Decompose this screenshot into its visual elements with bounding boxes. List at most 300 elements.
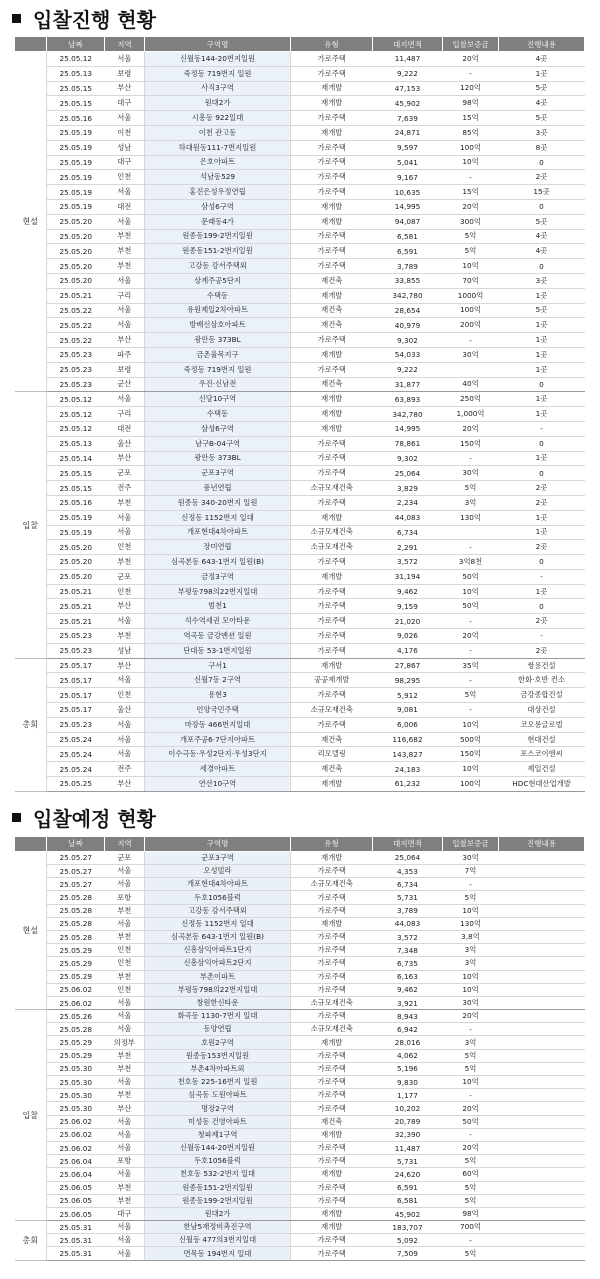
table-row bbox=[15, 569, 585, 584]
zone-name-cell: 부촌4차아파트외 bbox=[145, 1062, 291, 1075]
region-cell: 서울 bbox=[105, 1141, 145, 1154]
zone-name-cell: 언양국민주택 bbox=[145, 703, 291, 718]
region-cell: 성남 bbox=[105, 643, 145, 658]
region-cell: 부천 bbox=[105, 1181, 145, 1194]
region-cell: 대전 bbox=[105, 421, 145, 436]
type-cell: 재개발 bbox=[291, 777, 373, 792]
site-area-cell: 31,194 bbox=[373, 569, 443, 584]
progress-cell bbox=[499, 891, 585, 904]
zone-name-cell: 죽정동 719번지 일원 bbox=[145, 362, 291, 377]
table-row bbox=[15, 155, 585, 170]
zone-name-cell: 원대2가 bbox=[145, 1207, 291, 1220]
date-cell: 25.05.21 bbox=[47, 599, 105, 614]
region-cell: 울산 bbox=[105, 703, 145, 718]
region-cell: 인천 bbox=[105, 540, 145, 555]
site-area-cell: 9,302 bbox=[373, 333, 443, 348]
region-cell: 부천 bbox=[105, 244, 145, 259]
site-area-cell: 3,572 bbox=[373, 555, 443, 570]
region-cell: 서울 bbox=[105, 1076, 145, 1089]
type-cell: 소규모재건축 bbox=[291, 525, 373, 540]
table-row bbox=[15, 1023, 585, 1036]
type-cell: 재개발 bbox=[291, 392, 373, 407]
progress-cell: 3곳 bbox=[499, 125, 585, 140]
bid-deposit-cell: 20억 bbox=[443, 52, 499, 67]
site-area-cell: 143,827 bbox=[373, 747, 443, 762]
zone-name-cell: 신흥삼익아파트2단지 bbox=[145, 957, 291, 970]
table-row bbox=[15, 377, 585, 392]
date-cell: 25.05.23 bbox=[47, 629, 105, 644]
progress-cell: 1곳 bbox=[499, 510, 585, 525]
bid-deposit-cell: 10억 bbox=[443, 904, 499, 917]
date-cell: 25.05.26 bbox=[47, 1010, 105, 1023]
type-cell: 가로주택 bbox=[291, 944, 373, 957]
table-row bbox=[15, 917, 585, 930]
bid-deposit-cell: 30억 bbox=[443, 851, 499, 864]
site-area-cell: 5,731 bbox=[373, 1155, 443, 1168]
date-cell: 25.06.04 bbox=[47, 1168, 105, 1181]
bid-deposit-cell: 20억 bbox=[443, 1141, 499, 1154]
zone-name-cell: 오성빌라 bbox=[145, 865, 291, 878]
zone-name-cell: 신흥삼익아파트1단지 bbox=[145, 944, 291, 957]
bid-deposit-cell: - bbox=[443, 703, 499, 718]
column-header bbox=[15, 836, 47, 851]
table-row bbox=[15, 732, 585, 747]
type-cell: 재개발 bbox=[291, 407, 373, 422]
progress-cell bbox=[499, 1023, 585, 1036]
type-cell: 가로주택 bbox=[291, 1247, 373, 1260]
date-cell: 25.05.16 bbox=[47, 111, 105, 126]
progress-cell: 5곳 bbox=[499, 111, 585, 126]
zone-name-cell: 삼성6구역 bbox=[145, 199, 291, 214]
region-cell: 부천 bbox=[105, 495, 145, 510]
region-cell: 서울 bbox=[105, 185, 145, 200]
type-cell: 가로주택 bbox=[291, 1062, 373, 1075]
site-area-cell: 183,707 bbox=[373, 1221, 443, 1234]
date-cell: 25.05.23 bbox=[47, 347, 105, 362]
type-cell: 재개발 bbox=[291, 125, 373, 140]
type-cell: 가로주택 bbox=[291, 52, 373, 67]
bid-deposit-cell bbox=[443, 362, 499, 377]
region-cell: 부천 bbox=[105, 259, 145, 274]
site-area-cell: 9,302 bbox=[373, 451, 443, 466]
type-cell: 공공재개발 bbox=[291, 673, 373, 688]
progress-cell: 0 bbox=[499, 466, 585, 481]
date-cell: 25.05.19 bbox=[47, 140, 105, 155]
bid-deposit-cell: 250억 bbox=[443, 392, 499, 407]
table-row bbox=[15, 1194, 585, 1207]
date-cell: 25.05.29 bbox=[47, 957, 105, 970]
region-cell: 구리 bbox=[105, 407, 145, 422]
bid-deposit-cell: 98억 bbox=[443, 96, 499, 111]
table-row bbox=[15, 481, 585, 496]
progress-cell: 1곳 bbox=[499, 584, 585, 599]
zone-name-cell: 수택동 bbox=[145, 288, 291, 303]
region-cell: 구리 bbox=[105, 288, 145, 303]
bid-deposit-cell: 3억 bbox=[443, 495, 499, 510]
column-header: 유형 bbox=[291, 37, 373, 52]
type-cell: 재건축 bbox=[291, 303, 373, 318]
date-cell: 25.05.31 bbox=[47, 1247, 105, 1260]
table-row bbox=[15, 140, 585, 155]
type-cell: 가로주택 bbox=[291, 495, 373, 510]
bid-deposit-cell: - bbox=[443, 1128, 499, 1141]
zone-name-cell: 방배신삼호아파트 bbox=[145, 318, 291, 333]
region-cell: 서울 bbox=[105, 673, 145, 688]
date-cell: 25.05.29 bbox=[47, 1036, 105, 1049]
progress-cell bbox=[499, 904, 585, 917]
site-area-cell: 9,026 bbox=[373, 629, 443, 644]
column-header: 입찰보증금 bbox=[443, 37, 499, 52]
bid-deposit-cell: 85억 bbox=[443, 125, 499, 140]
zone-name-cell: 군포3구역 bbox=[145, 851, 291, 864]
table-row bbox=[15, 229, 585, 244]
date-cell: 25.05.19 bbox=[47, 199, 105, 214]
progress-cell bbox=[499, 1234, 585, 1247]
progress-cell: - bbox=[499, 629, 585, 644]
type-cell: 소규모재건축 bbox=[291, 481, 373, 496]
site-area-cell: 24,183 bbox=[373, 762, 443, 777]
type-cell: 가로주택 bbox=[291, 170, 373, 185]
table-row bbox=[15, 851, 585, 864]
bid-deposit-cell: 5억 bbox=[443, 1062, 499, 1075]
zone-name-cell: 호원2구역 bbox=[145, 1036, 291, 1049]
site-area-cell: 1,177 bbox=[373, 1089, 443, 1102]
bid-deposit-cell: 5억 bbox=[443, 481, 499, 496]
date-cell: 25.05.28 bbox=[47, 930, 105, 943]
zone-name-cell: 풍년연립 bbox=[145, 481, 291, 496]
date-cell: 25.05.13 bbox=[47, 66, 105, 81]
progress-cell: 3곳 bbox=[499, 273, 585, 288]
progress-cell: 1곳 bbox=[499, 525, 585, 540]
type-cell: 가로주택 bbox=[291, 970, 373, 983]
table-row bbox=[15, 688, 585, 703]
bid-deposit-cell: 100억 bbox=[443, 777, 499, 792]
progress-cell bbox=[499, 1221, 585, 1234]
region-cell: 서울 bbox=[105, 1023, 145, 1036]
site-area-cell: 6,734 bbox=[373, 878, 443, 891]
site-area-cell: 4,176 bbox=[373, 643, 443, 658]
bid-deposit-cell: 130억 bbox=[443, 510, 499, 525]
bid-deposit-cell: 5억 bbox=[443, 1049, 499, 1062]
site-area-cell: 25,064 bbox=[373, 466, 443, 481]
table-row bbox=[15, 525, 585, 540]
region-cell: 부천 bbox=[105, 904, 145, 917]
region-cell: 부산 bbox=[105, 81, 145, 96]
column-header bbox=[15, 37, 47, 52]
group-label: 총회 bbox=[15, 658, 47, 791]
date-cell: 25.05.31 bbox=[47, 1221, 105, 1234]
type-cell: 재건축 bbox=[291, 732, 373, 747]
progress-cell bbox=[499, 1141, 585, 1154]
type-cell: 재개발 bbox=[291, 917, 373, 930]
date-cell: 25.05.24 bbox=[47, 747, 105, 762]
table-row bbox=[15, 1181, 585, 1194]
progress-cell: 코오롱글로벌 bbox=[499, 717, 585, 732]
site-area-cell: 14,995 bbox=[373, 199, 443, 214]
progress-cell bbox=[499, 1010, 585, 1023]
bid-deposit-cell: 5억 bbox=[443, 1181, 499, 1194]
table-row bbox=[15, 1089, 585, 1102]
region-cell: 서울 bbox=[105, 732, 145, 747]
table-row bbox=[15, 1102, 585, 1115]
column-header: 날짜 bbox=[47, 836, 105, 851]
zone-name-cell: 개포현대4차아파트 bbox=[145, 525, 291, 540]
region-cell: 인천 bbox=[105, 944, 145, 957]
progress-cell bbox=[499, 983, 585, 996]
type-cell: 가로주택 bbox=[291, 244, 373, 259]
region-cell: 서울 bbox=[105, 1247, 145, 1260]
zone-name-cell: 하대원동111-7번지일원 bbox=[145, 140, 291, 155]
group-label: 현설 bbox=[15, 52, 47, 392]
table-row bbox=[15, 1128, 585, 1141]
region-cell: 인천 bbox=[105, 957, 145, 970]
date-cell: 25.05.19 bbox=[47, 525, 105, 540]
site-area-cell: 24,871 bbox=[373, 125, 443, 140]
column-header: 진행내용 bbox=[499, 836, 585, 851]
table-row bbox=[15, 1036, 585, 1049]
progress-cell: 1곳 bbox=[499, 288, 585, 303]
zone-name-cell: 연산10구역 bbox=[145, 777, 291, 792]
site-area-cell: 342,780 bbox=[373, 288, 443, 303]
date-cell: 25.06.05 bbox=[47, 1207, 105, 1220]
section-2-title-text: 입찰예정 현황 bbox=[33, 807, 156, 832]
table-header-row bbox=[15, 37, 585, 52]
table-row bbox=[15, 957, 585, 970]
type-cell: 가로주택 bbox=[291, 436, 373, 451]
bid-deposit-cell: 3,8억 bbox=[443, 930, 499, 943]
square-bullet-icon bbox=[12, 813, 21, 822]
progress-cell: 5곳 bbox=[499, 303, 585, 318]
table-row bbox=[15, 944, 585, 957]
type-cell: 가로주택 bbox=[291, 185, 373, 200]
progress-cell: 5곳 bbox=[499, 214, 585, 229]
site-area-cell: 5,912 bbox=[373, 688, 443, 703]
type-cell: 가로주택 bbox=[291, 614, 373, 629]
site-area-cell: 54,033 bbox=[373, 347, 443, 362]
bidding-schedule-table bbox=[14, 836, 585, 1261]
zone-name-cell: 원종동 340-20번지 일원 bbox=[145, 495, 291, 510]
date-cell: 25.05.14 bbox=[47, 451, 105, 466]
progress-cell: 2곳 bbox=[499, 614, 585, 629]
progress-cell bbox=[499, 970, 585, 983]
bid-deposit-cell: 10억 bbox=[443, 1076, 499, 1089]
zone-name-cell: 원종동199-2번지일원 bbox=[145, 229, 291, 244]
type-cell: 소규모재건축 bbox=[291, 540, 373, 555]
region-cell: 파주 bbox=[105, 347, 145, 362]
date-cell: 25.05.29 bbox=[47, 944, 105, 957]
progress-cell: 2곳 bbox=[499, 170, 585, 185]
region-cell: 인천 bbox=[105, 170, 145, 185]
progress-cell bbox=[499, 1036, 585, 1049]
zone-name-cell: 면목동 194번지 일대 bbox=[145, 1247, 291, 1260]
table-row bbox=[15, 658, 585, 673]
type-cell: 가로주택 bbox=[291, 66, 373, 81]
date-cell: 25.05.22 bbox=[47, 318, 105, 333]
date-cell: 25.05.20 bbox=[47, 214, 105, 229]
table-row bbox=[15, 762, 585, 777]
zone-name-cell: 미성동 건영아파트 bbox=[145, 1115, 291, 1128]
type-cell: 재개발 bbox=[291, 81, 373, 96]
site-area-cell: 78,861 bbox=[373, 436, 443, 451]
table-row bbox=[15, 717, 585, 732]
type-cell: 재건축 bbox=[291, 318, 373, 333]
type-cell: 소규모재건축 bbox=[291, 878, 373, 891]
site-area-cell: 6,942 bbox=[373, 1023, 443, 1036]
progress-cell bbox=[499, 1194, 585, 1207]
progress-cell: 0 bbox=[499, 377, 585, 392]
bid-deposit-cell: 70억 bbox=[443, 273, 499, 288]
bid-deposit-cell: 15억 bbox=[443, 185, 499, 200]
zone-name-cell: 원종동151-2번지일원 bbox=[145, 1181, 291, 1194]
type-cell: 가로주택 bbox=[291, 155, 373, 170]
date-cell: 25.06.02 bbox=[47, 983, 105, 996]
region-cell: 부산 bbox=[105, 777, 145, 792]
zone-name-cell: 고강동 강서주택외 bbox=[145, 259, 291, 274]
progress-cell bbox=[499, 1155, 585, 1168]
site-area-cell: 47,153 bbox=[373, 81, 443, 96]
date-cell: 25.05.22 bbox=[47, 303, 105, 318]
type-cell: 재개발 bbox=[291, 658, 373, 673]
table-row bbox=[15, 599, 585, 614]
table-row bbox=[15, 96, 585, 111]
region-cell: 서울 bbox=[105, 1234, 145, 1247]
progress-cell: 0 bbox=[499, 259, 585, 274]
date-cell: 25.05.23 bbox=[47, 377, 105, 392]
progress-cell: - bbox=[499, 569, 585, 584]
bid-deposit-cell: - bbox=[443, 643, 499, 658]
table-row bbox=[15, 288, 585, 303]
zone-name-cell: 한남5재정비촉진구역 bbox=[145, 1221, 291, 1234]
type-cell: 재개발 bbox=[291, 96, 373, 111]
date-cell: 25.05.30 bbox=[47, 1102, 105, 1115]
region-cell: 서울 bbox=[105, 318, 145, 333]
date-cell: 25.05.15 bbox=[47, 81, 105, 96]
progress-cell bbox=[499, 1089, 585, 1102]
region-cell: 보령 bbox=[105, 362, 145, 377]
table-row bbox=[15, 1141, 585, 1154]
site-area-cell: 94,087 bbox=[373, 214, 443, 229]
table-row bbox=[15, 996, 585, 1009]
site-area-cell: 5,041 bbox=[373, 155, 443, 170]
zone-name-cell: 개포현대4차아파트 bbox=[145, 878, 291, 891]
bid-deposit-cell: 3억8천 bbox=[443, 555, 499, 570]
region-cell: 포항 bbox=[105, 1155, 145, 1168]
site-area-cell: 6,591 bbox=[373, 1181, 443, 1194]
date-cell: 25.05.23 bbox=[47, 362, 105, 377]
progress-cell: 1곳 bbox=[499, 451, 585, 466]
zone-name-cell: 석수역세권 모아타운 bbox=[145, 614, 291, 629]
table-row bbox=[15, 1062, 585, 1075]
date-cell: 25.05.28 bbox=[47, 904, 105, 917]
bid-deposit-cell: - bbox=[443, 170, 499, 185]
site-area-cell: 3,921 bbox=[373, 996, 443, 1009]
site-area-cell: 2,234 bbox=[373, 495, 443, 510]
zone-name-cell: 부촌이파트 bbox=[145, 970, 291, 983]
region-cell: 부천 bbox=[105, 1089, 145, 1102]
bid-deposit-cell: 3억 bbox=[443, 957, 499, 970]
date-cell: 25.05.15 bbox=[47, 466, 105, 481]
region-cell: 군포 bbox=[105, 466, 145, 481]
date-cell: 25.05.12 bbox=[47, 392, 105, 407]
region-cell: 부천 bbox=[105, 930, 145, 943]
zone-name-cell: 유원제일2차아파트 bbox=[145, 303, 291, 318]
site-area-cell: 44,083 bbox=[373, 510, 443, 525]
zone-name-cell: 천호동 532-2번지 일대 bbox=[145, 1168, 291, 1181]
site-area-cell: 9,081 bbox=[373, 703, 443, 718]
progress-cell: 0 bbox=[499, 555, 585, 570]
region-cell: 서울 bbox=[105, 1115, 145, 1128]
date-cell: 25.05.31 bbox=[47, 1234, 105, 1247]
progress-cell bbox=[499, 1207, 585, 1220]
type-cell: 가로주택 bbox=[291, 229, 373, 244]
progress-cell: 포스코이앤씨 bbox=[499, 747, 585, 762]
date-cell: 25.06.02 bbox=[47, 1115, 105, 1128]
region-cell: 서울 bbox=[105, 614, 145, 629]
section-2 bbox=[0, 800, 600, 1261]
bid-deposit-cell: - bbox=[443, 1234, 499, 1247]
table-row bbox=[15, 185, 585, 200]
bid-deposit-cell: 1000억 bbox=[443, 288, 499, 303]
zone-name-cell: 수택동 bbox=[145, 407, 291, 422]
bid-deposit-cell: - bbox=[443, 614, 499, 629]
site-area-cell: 6,581 bbox=[373, 1194, 443, 1207]
site-area-cell: 3,789 bbox=[373, 259, 443, 274]
date-cell: 25.05.15 bbox=[47, 96, 105, 111]
date-cell: 25.05.20 bbox=[47, 273, 105, 288]
region-cell: 부천 bbox=[105, 1194, 145, 1207]
type-cell: 가로주택 bbox=[291, 1141, 373, 1154]
bid-deposit-cell: - bbox=[443, 878, 499, 891]
table-row bbox=[15, 878, 585, 891]
table-row bbox=[15, 970, 585, 983]
zone-name-cell: 화곡동 1130-7번지 일대 bbox=[145, 1010, 291, 1023]
progress-cell bbox=[499, 1247, 585, 1260]
table-row bbox=[15, 584, 585, 599]
date-cell: 25.06.02 bbox=[47, 1128, 105, 1141]
date-cell: 25.05.17 bbox=[47, 658, 105, 673]
table-row bbox=[15, 466, 585, 481]
zone-name-cell: 우진·신남전 bbox=[145, 377, 291, 392]
column-header: 입찰보증금 bbox=[443, 836, 499, 851]
bid-deposit-cell: 10억 bbox=[443, 584, 499, 599]
region-cell: 전주 bbox=[105, 481, 145, 496]
bid-deposit-cell: 10억 bbox=[443, 155, 499, 170]
table-row bbox=[15, 747, 585, 762]
site-area-cell: 6,163 bbox=[373, 970, 443, 983]
table-row bbox=[15, 983, 585, 996]
bid-deposit-cell: 10억 bbox=[443, 717, 499, 732]
column-header: 유형 bbox=[291, 836, 373, 851]
table-row bbox=[15, 495, 585, 510]
table-row bbox=[15, 904, 585, 917]
site-area-cell: 3,789 bbox=[373, 904, 443, 917]
bid-deposit-cell: 150억 bbox=[443, 436, 499, 451]
region-cell: 서울 bbox=[105, 1010, 145, 1023]
bid-deposit-cell: 40억 bbox=[443, 377, 499, 392]
progress-cell: 15곳 bbox=[499, 185, 585, 200]
progress-cell: 1곳 bbox=[499, 362, 585, 377]
column-header: 날짜 bbox=[47, 37, 105, 52]
zone-name-cell: 심곡동 도원아파트 bbox=[145, 1089, 291, 1102]
date-cell: 25.05.21 bbox=[47, 614, 105, 629]
table-header-row bbox=[15, 836, 585, 851]
progress-cell: 대상건설 bbox=[499, 703, 585, 718]
region-cell: 부천 bbox=[105, 629, 145, 644]
type-cell: 재개발 bbox=[291, 569, 373, 584]
bid-deposit-cell: 100억 bbox=[443, 303, 499, 318]
progress-cell: 5곳 bbox=[499, 81, 585, 96]
zone-name-cell: 청파제1구역 bbox=[145, 1128, 291, 1141]
